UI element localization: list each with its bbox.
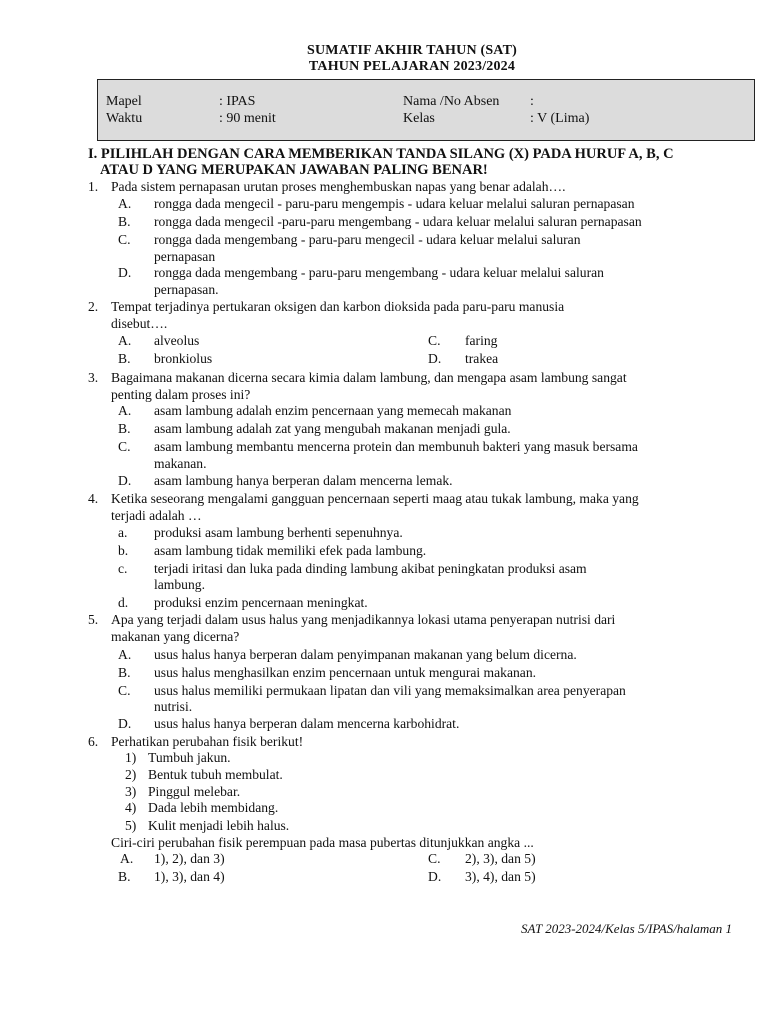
option-text: produksi asam lambung berhenti sepenuhnya. bbox=[154, 525, 403, 540]
option-letter: C. bbox=[428, 851, 441, 866]
list-number: 1) bbox=[125, 750, 137, 765]
option-text: rongga dada mengecil -paru-paru mengembang - udara keluar melalui saluran pernapasan bbox=[154, 214, 642, 229]
option-text: terjadi iritasi dan luka pada dinding lambung akibat peningkatan produksi asam bbox=[154, 561, 587, 576]
option-letter: a. bbox=[118, 525, 128, 540]
instruction-line-2: ATAU D YANG MERUPAKAN JAWABAN PALING BENAR! bbox=[100, 162, 488, 178]
option-text: usus halus hanya berperan dalam mencerna karbohidrat. bbox=[154, 716, 460, 731]
option-letter: D. bbox=[118, 265, 132, 280]
option-text: rongga dada mengembang - paru-paru mengecil - udara keluar melalui saluran bbox=[154, 232, 581, 247]
option-text: asam lambung tidak memiliki efek pada lambung. bbox=[154, 543, 427, 558]
option-text: rongga dada mengecil - paru-paru mengempis - udara keluar melalui saluran pernapasan bbox=[154, 196, 635, 211]
option-text: usus halus memiliki permukaan lipatan dan vili yang memaksimalkan area penyerapan bbox=[154, 683, 626, 698]
option-text-cont: pernapasan bbox=[154, 249, 216, 264]
option-letter: C. bbox=[118, 683, 131, 698]
option-text: faring bbox=[465, 333, 498, 348]
option-letter: B. bbox=[118, 665, 131, 680]
option-letter: c. bbox=[118, 561, 128, 576]
option-text: bronkiolus bbox=[154, 351, 213, 366]
kelas-value: : V (Lima) bbox=[530, 111, 590, 126]
option-text: alveolus bbox=[154, 333, 200, 348]
waktu-label: Waktu bbox=[106, 111, 143, 126]
option-text: 1), 2), dan 3) bbox=[154, 851, 225, 866]
mapel-label: Mapel bbox=[106, 94, 142, 109]
question-text: Pada sistem pernapasan urutan proses menghembuskan napas yang benar adalah…. bbox=[111, 179, 566, 194]
option-text: 2), 3), dan 5) bbox=[465, 851, 536, 866]
list-item: Dada lebih membidang. bbox=[148, 800, 279, 815]
option-letter: A. bbox=[120, 851, 134, 866]
question-text: Apa yang terjadi dalam usus halus yang menjadikannya lokasi utama penyerapan nutrisi dari bbox=[111, 612, 616, 627]
list-item: Tumbuh jakun. bbox=[148, 750, 231, 765]
option-text: asam lambung adalah enzim pencernaan yang memecah makanan bbox=[154, 403, 512, 418]
option-text: usus halus menghasilkan enzim pencernaan untuk mengurai makanan. bbox=[154, 665, 537, 680]
kelas-label: Kelas bbox=[403, 111, 435, 126]
option-letter: A. bbox=[118, 647, 132, 662]
option-text: produksi enzim pencernaan meningkat. bbox=[154, 595, 368, 610]
option-letter: A. bbox=[118, 196, 132, 211]
question-number: 2. bbox=[88, 299, 99, 314]
page-footer: SAT 2023-2024/Kelas 5/IPAS/halaman 1 bbox=[520, 921, 732, 936]
question-text-cont: penting dalam proses ini? bbox=[111, 387, 251, 402]
instruction bbox=[88, 146, 748, 178]
option-letter: D. bbox=[428, 869, 442, 884]
option-letter: D. bbox=[118, 716, 132, 731]
option-letter: B. bbox=[118, 351, 131, 366]
exam-year: TAHUN PELAJARAN 2023/2024 bbox=[308, 59, 516, 74]
option-letter: d. bbox=[118, 595, 129, 610]
option-text: usus halus hanya berperan dalam penyimpanan makanan yang belum dicerna. bbox=[154, 647, 577, 662]
question-number: 4. bbox=[88, 491, 99, 506]
question-number: 3. bbox=[88, 370, 99, 385]
option-text-cont: pernapasan. bbox=[154, 282, 219, 297]
question-text: Perhatikan perubahan fisik berikut! bbox=[111, 734, 304, 749]
list-number: 5) bbox=[125, 818, 137, 833]
question-prompt: Ciri-ciri perubahan fisik perempuan pada masa pubertas ditunjukkan angka ... bbox=[111, 835, 534, 850]
waktu-value: : 90 menit bbox=[219, 111, 276, 126]
option-letter: A. bbox=[118, 333, 132, 348]
option-text-cont: nutrisi. bbox=[154, 699, 193, 714]
list-number: 2) bbox=[125, 767, 137, 782]
list-number: 3) bbox=[125, 784, 137, 799]
option-letter: B. bbox=[118, 421, 131, 436]
option-text: asam lambung membantu mencerna protein dan membunuh bakteri yang masuk bersama bbox=[154, 439, 638, 454]
option-letter: D. bbox=[118, 473, 132, 488]
option-letter: A. bbox=[118, 403, 132, 418]
option-text-cont: lambung. bbox=[154, 577, 205, 592]
question-text-cont: disebut…. bbox=[111, 316, 168, 331]
option-text-cont: makanan. bbox=[154, 456, 207, 471]
option-text: 1), 3), dan 4) bbox=[154, 869, 225, 884]
option-text: asam lambung adalah zat yang mengubah makanan menjadi gula. bbox=[154, 421, 511, 436]
question-text: Ketika seseorang mengalami gangguan pencernaan seperti maag atau tukak lambung, maka yang bbox=[111, 491, 639, 506]
option-text: asam lambung hanya berperan dalam mencerna lemak. bbox=[154, 473, 453, 488]
option-letter: C. bbox=[118, 232, 131, 247]
list-item: Pinggul melebar. bbox=[148, 784, 241, 799]
option-text: trakea bbox=[465, 351, 499, 366]
question-number: 5. bbox=[88, 612, 99, 627]
mapel-value: : IPAS bbox=[219, 94, 256, 109]
question-number: 6. bbox=[88, 734, 99, 749]
student-info-box bbox=[97, 79, 755, 141]
option-letter: B. bbox=[118, 214, 131, 229]
option-letter: C. bbox=[118, 439, 131, 454]
list-item: Bentuk tubuh membulat. bbox=[148, 767, 283, 782]
option-letter: C. bbox=[428, 333, 441, 348]
question-text: Tempat terjadinya pertukaran oksigen dan karbon dioksida pada paru-paru manusia bbox=[111, 299, 565, 314]
question-text: Bagaimana makanan dicerna secara kimia dalam lambung, dan mengapa asam lambung sangat bbox=[111, 370, 627, 385]
question-text-cont: makanan yang dicerna? bbox=[111, 629, 240, 644]
exam-title: SUMATIF AKHIR TAHUN (SAT) bbox=[307, 43, 517, 58]
nama-label: Nama /No Absen bbox=[403, 94, 500, 109]
option-text: rongga dada mengembang - paru-paru mengembang - udara keluar melalui saluran bbox=[154, 265, 604, 280]
list-item: Kulit menjadi lebih halus. bbox=[148, 818, 290, 833]
question-text-cont: terjadi adalah … bbox=[111, 508, 202, 523]
option-letter: D. bbox=[428, 351, 442, 366]
option-letter: B. bbox=[118, 869, 131, 884]
question-number: 1. bbox=[88, 179, 99, 194]
instruction-line-1: I. PILIHLAH DENGAN CARA MEMBERIKAN TANDA SILANG (X) PADA HURUF A, B, C bbox=[88, 146, 674, 162]
option-letter: b. bbox=[118, 543, 129, 558]
option-text: 3), 4), dan 5) bbox=[465, 869, 536, 884]
nama-value: : bbox=[530, 94, 534, 109]
list-number: 4) bbox=[125, 800, 137, 815]
